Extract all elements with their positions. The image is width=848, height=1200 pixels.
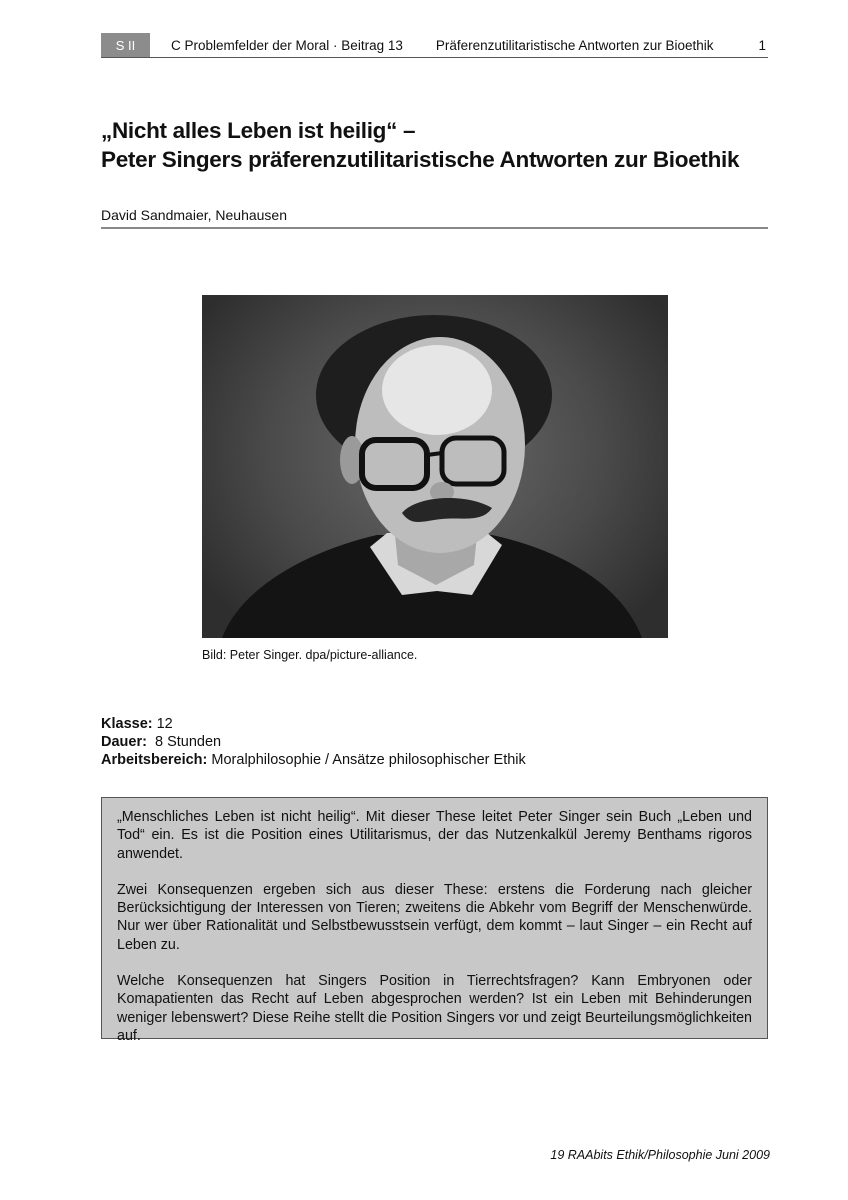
level-badge: S II: [101, 33, 150, 57]
author-line: David Sandmaier, Neuhausen: [101, 207, 768, 229]
section-label: C Problemfelder der Moral · Beitrag 13: [171, 37, 403, 53]
title-line-2: Peter Singers präferenzutilitaristische Antworten zur Bioethik: [101, 147, 740, 172]
title-line-1: „Nicht alles Leben ist heilig“ –: [101, 118, 416, 143]
meta-dauer: Dauer: 8 Stunden: [101, 734, 222, 750]
publication-footer: 19 RAAbits Ethik/Philosophie Juni 2009: [550, 1148, 770, 1162]
abstract-paragraph: „Menschliches Leben ist nicht heilig“. Mit dieser These leitet Peter Singer sein Buch „Leben und Tod“ ein. Es ist die Position eines Utilitarismus, der das Nutzenkalkül Jeremy Benthams rigoros anwendet.: [117, 809, 752, 862]
meta-arbeitsbereich: Arbeitsbereich: Moralphilosophie / Ansätze philosophischer Ethik: [101, 752, 526, 768]
running-header: [101, 33, 768, 58]
topic-label: Präferenzutilitaristische Antworten zur Bioethik: [435, 37, 714, 53]
portrait-photo: [202, 295, 668, 638]
abstract-box: [101, 797, 768, 1044]
lesson-meta: [101, 715, 526, 769]
abstract-paragraph: Welche Konsequenzen hat Singers Position in Tierrechtsfragen? Kann Embryonen oder Komapatienten das Recht auf Leben abgesprochen werden? Ist ein Leben mit Behinderungen weniger lebenswert? Diese Reihe stellt die Position Singers vor und zeigt Beurteilungsmöglichkeiten auf.: [117, 973, 752, 1044]
page-number: 1: [758, 37, 766, 53]
meta-klasse: Klasse: 12: [101, 716, 173, 732]
page-title: [101, 116, 781, 174]
portrait-illustration: [202, 295, 668, 638]
photo-caption: Bild: Peter Singer. dpa/picture-alliance.: [202, 648, 418, 662]
abstract-paragraph: Zwei Konsequenzen ergeben sich aus dieser These: erstens die Forderung nach gleicher Berücksichtigung der Interessen von Tieren; zweitens die Abkehr vom Begriff der Menschenwürde. Nur wer über Rationalität und Selbstbewusstsein verfügt, dem kommt – laut Singer – ein Recht auf Leben zu.: [117, 881, 752, 953]
